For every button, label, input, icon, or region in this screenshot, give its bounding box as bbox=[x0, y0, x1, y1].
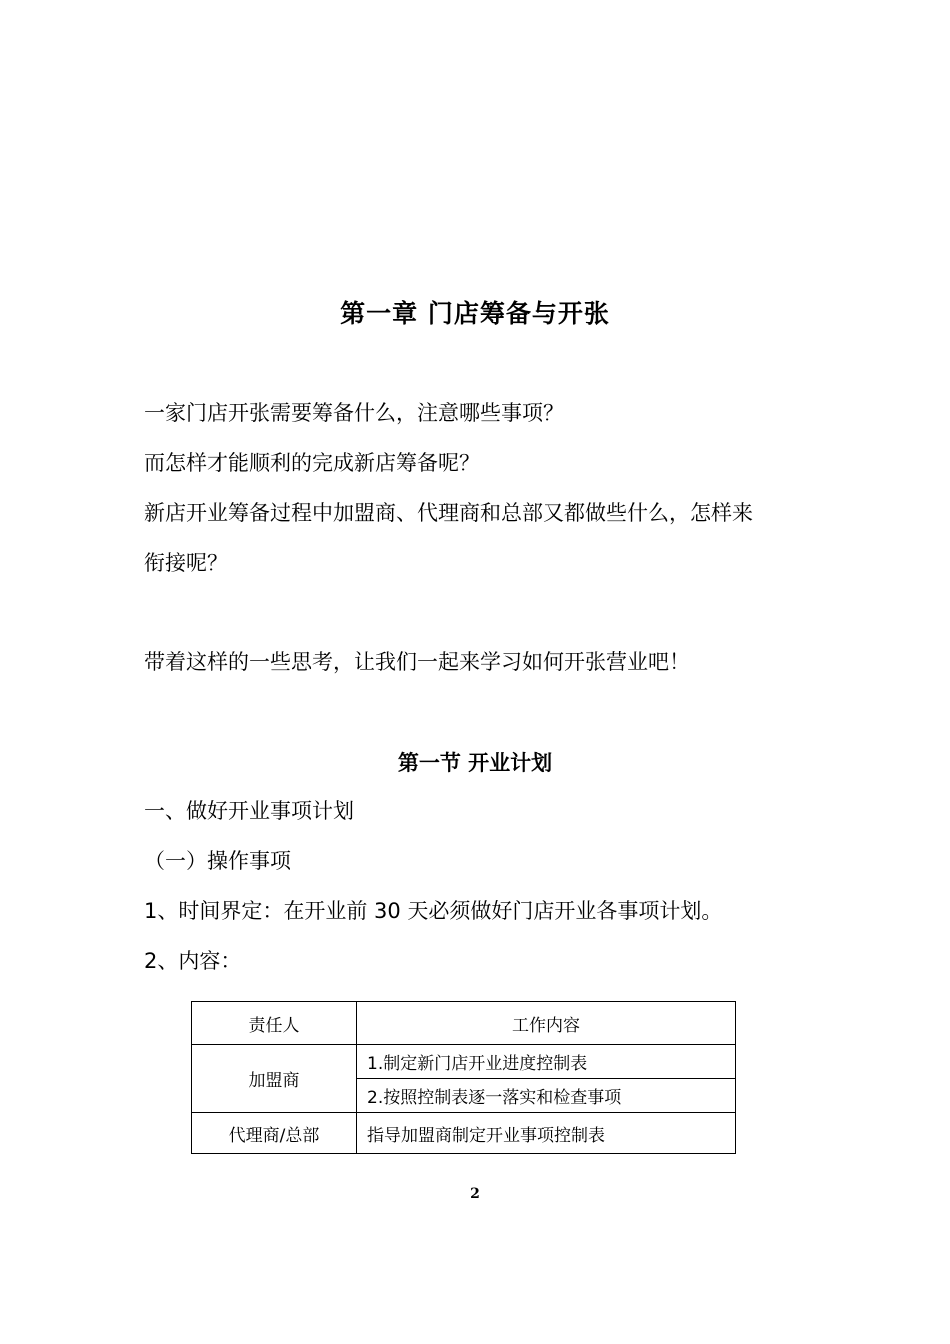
intro-line: 而怎样才能顺利的完成新店筹备呢？ bbox=[144, 451, 480, 475]
intro-line: 新店开业筹备过程中加盟商、代理商和总部又都做些什么，怎样来 bbox=[144, 501, 753, 525]
table-cell-role: 加盟商 bbox=[192, 1045, 357, 1113]
intro-line: 衔接呢？ bbox=[144, 551, 228, 575]
intro-line: 一家门店开张需要筹备什么，注意哪些事项？ bbox=[144, 401, 564, 425]
table-cell-task: 指导加盟商制定开业事项控制表 bbox=[357, 1113, 736, 1154]
table-row bbox=[192, 1113, 736, 1154]
section-title: 第一节 开业计划 bbox=[397, 751, 553, 775]
table-header-row bbox=[192, 1002, 736, 1045]
table-header-role: 责任人 bbox=[192, 1002, 357, 1045]
table-row bbox=[192, 1045, 736, 1079]
page-number: 2 bbox=[470, 1186, 480, 1202]
table-cell-task: 2.按照控制表逐一落实和检查事项 bbox=[357, 1079, 736, 1113]
outline-item: 2、内容： bbox=[144, 949, 242, 973]
outline-item: 1、时间界定：在开业前 30 天必须做好门店开业各事项计划。 bbox=[144, 899, 723, 923]
table-header-content: 工作内容 bbox=[357, 1002, 736, 1045]
outline-subheading: （一）操作事项 bbox=[144, 849, 291, 873]
table-cell-task: 1.制定新门店开业进度控制表 bbox=[357, 1045, 736, 1079]
responsibility-table bbox=[191, 1001, 736, 1154]
intro-line: 带着这样的一些思考，让我们一起来学习如何开张营业吧！ bbox=[144, 650, 690, 674]
outline-heading: 一、做好开业事项计划 bbox=[144, 799, 354, 823]
chapter-title: 第一章 门店筹备与开张 bbox=[340, 299, 610, 328]
table-cell-role: 代理商/总部 bbox=[192, 1113, 357, 1154]
